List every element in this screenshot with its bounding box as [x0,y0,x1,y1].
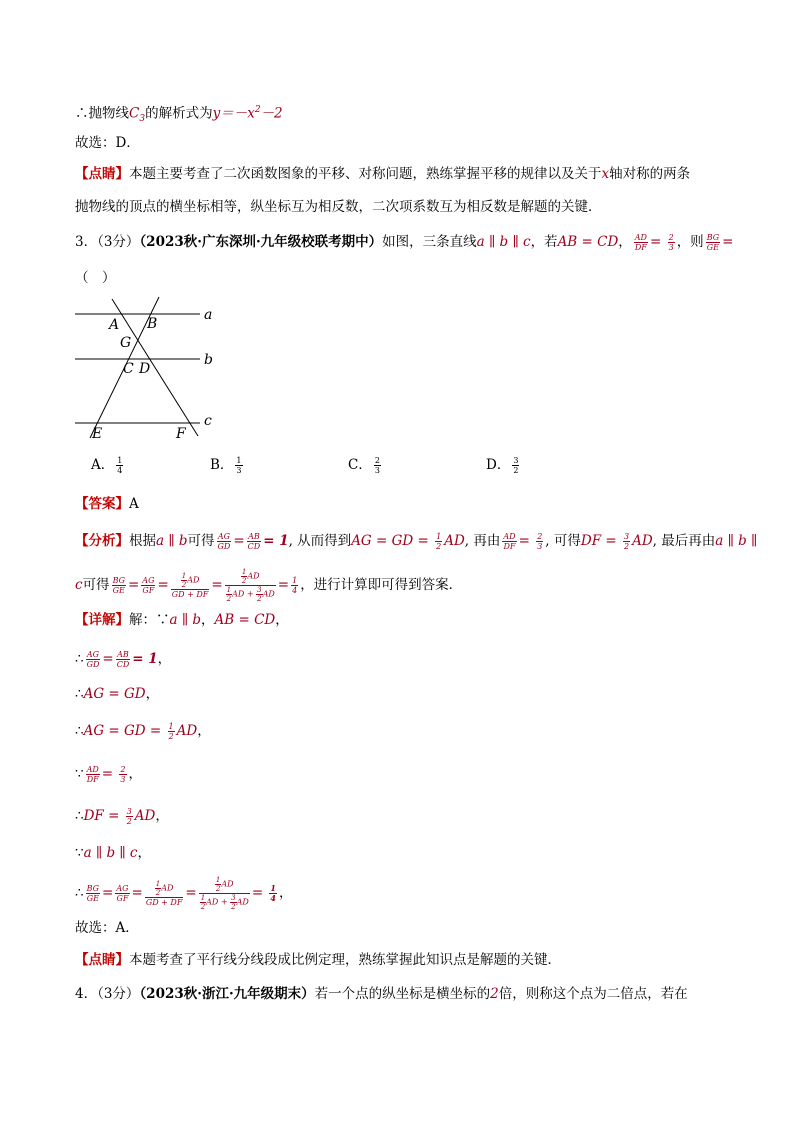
math: a ∥ b ∥ c [83,845,138,861]
text: , 从而得到 [288,533,352,549]
detail-line-7 [75,843,151,863]
text: ， [128,766,142,782]
fraction: $\frac{AG}{GF}$ [142,576,155,595]
dianjing-2 [75,950,561,970]
label-c: c [204,413,212,429]
text: ， [145,686,160,702]
fraction [512,456,519,475]
math: DF = [83,808,124,824]
option-a[interactable] [91,455,125,475]
num: 1 [236,456,242,465]
analysis-line-1: 【分析】根据a ∥ b可得 $\frac{AG}{GD}$ = $\frac{AB}{CD}$ = 1, 从而得到AG = GD = $\frac{1}{2}$ AD, 再由 $\frac{AD}{DF}$ = $\frac{2}{3}$ , 可得DF = $\frac{3}{2}$ AD, 最后再由a ∥ b ∥ [75,532,758,551]
text: ， [275,612,289,628]
math: 2 [254,105,261,115]
point-f: F [176,426,186,442]
den: GE [706,243,720,252]
math: AG = GD = [83,723,166,739]
option-label: B． [210,457,234,473]
fraction: $\frac{1}{2}$ AD GD + DF [171,572,209,599]
point-g: G [120,335,132,351]
source: （2023秋·广东深圳·九年级校联考期中） [139,234,383,250]
math: a ∥ b ∥ [715,533,758,549]
math: AG = GD = [351,533,434,549]
detail-line-1 [75,610,289,630]
text: ， [279,885,293,901]
option-label: D． [486,457,511,473]
symbol: ∴ [75,651,84,667]
fraction [634,233,648,252]
point-e: E [92,426,103,442]
fraction [668,233,675,252]
text: ，若 [530,234,558,250]
option-c[interactable] [348,455,383,475]
fraction [116,456,123,475]
detail-line-2: ∴ $\frac{AG}{GD}$ = $\frac{AB}{CD}$ = 1， [75,650,172,669]
label-a: a [204,307,213,323]
fraction: $\frac{AD}{DF}$ [503,532,516,551]
fraction: $\frac{1}{2}$ AD $\frac{1}{2}$ AD + $\frac{3}{2}$ AD [200,876,249,911]
text: 可得 [187,533,215,549]
fraction: $\frac{2}{3}$ [120,765,126,784]
point-b: B [147,316,158,332]
math: = [251,885,268,901]
fraction: $\frac{3}{2}$ [126,807,132,826]
text: 倍，则称这个点为二倍点，若在 [498,986,688,1002]
fraction: $\frac{2}{3}$ [537,532,543,551]
detail-line-6 [75,806,169,826]
text: ，进行计算即可得到答案． [300,577,463,593]
num: 2 [374,456,380,465]
detail-line-4 [75,721,211,741]
symbol: ∵ [156,612,170,628]
text: ∴抛物线 [75,105,129,122]
parallel-lines-figure [70,295,230,445]
symbol: ∵ [75,766,84,782]
question-3-paren [75,268,116,288]
text: 如图，三条直线 [382,234,477,250]
point-a: A [109,317,120,333]
fraction: $\frac{1}{4}$ [270,883,276,903]
point-d: D [139,361,151,377]
symbol: ∵ [75,845,84,861]
math: －2 [260,105,283,122]
math: AD [444,533,465,549]
math: 2 [490,986,499,1002]
text: 4．（3分） [75,986,140,1002]
num: AD [634,233,647,242]
fraction: $\frac{3}{2}$ [623,532,630,551]
fraction: $\frac{1}{2}$ [436,532,442,551]
fraction: $\frac{1}{4}$ [292,576,298,595]
den: 2 [513,466,519,475]
math: = [518,533,535,549]
symbol: ∴ [75,686,84,702]
text: , 再由 [464,533,501,549]
tag: 【详解】 [75,612,129,628]
fraction: $\frac{1}{2}$ AD $\frac{1}{2}$ AD + $\frac{3}{2}$ AD [226,568,275,603]
fraction [706,233,720,252]
tag: 【点睛】 [75,952,129,968]
tag: 【答案】 [75,496,129,512]
math: x [601,166,610,182]
tag: 【点睛】 [75,166,129,182]
math: y＝－x [212,105,255,122]
num: BG [706,233,720,242]
text: 可得 [82,577,110,593]
math: a ∥ b [156,533,188,549]
text: ， [197,723,211,739]
math: = 1 [263,533,289,549]
analysis-line-2: c可得 $\frac{BG}{GE}$ = $\frac{AG}{GF}$ = $\frac{1}{2}$ AD GD + DF = $\frac{1}{2}$ AD $\frac{1}{2}$ AD + $\frac{3}{2}$ AD = $\frac{1}{4}$ ，进行计算即可得到答案． [75,568,463,603]
fraction: $\frac{1}{2}$ AD GD + DF [145,880,183,907]
text: A [129,496,139,512]
option-d[interactable] [486,455,521,475]
symbol: ∴ [75,808,84,824]
math: DF = [580,533,621,549]
text: 3．（3分） [75,234,140,250]
text: 若一个点的纵坐标是横坐标的 [314,986,491,1002]
text: ， [157,651,172,667]
text: ， [618,234,632,250]
line-choose-a [75,918,139,938]
den: GD + DF [171,590,209,599]
point-c: C [123,361,134,377]
math: C [129,105,140,122]
fraction [374,456,381,475]
fraction: $\frac{1}{2}$ [168,722,174,741]
option-label: C． [348,457,372,473]
detail-line-8: ∴ $\frac{BG}{GE}$ = $\frac{AG}{GF}$ = $\frac{1}{2}$ AD GD + DF = $\frac{1}{2}$ AD $\frac{1}{2}$ AD + $\frac{3}{2}$ AD = $\frac{1}{4}$ ， [75,876,293,911]
math: = [722,234,734,250]
text: 轴对称的两条 [609,166,691,182]
text: 故选：D． [75,135,140,151]
text: , 可得 [545,533,581,549]
question-4 [75,984,688,1004]
dianjing-1 [75,164,690,184]
text: ，则 [676,234,704,250]
math: AB = CD [557,234,619,250]
den: DF [634,243,647,252]
math: = [649,234,666,250]
num: 3 [513,456,519,465]
text: 解： [129,612,156,628]
math: c [75,577,83,593]
fraction: $\frac{AB}{CD}$ [116,650,130,669]
dianjing-1-cont [75,197,602,217]
text: 本题主要考查了二次函数图象的平移、对称问题，熟练掌握平移的规律以及关于 [129,166,602,182]
option-b[interactable] [210,455,245,475]
text: ， [201,612,215,628]
fraction: $\frac{AG}{GF}$ [116,884,129,903]
fraction: $\frac{BG}{GE}$ [112,576,125,595]
fraction: $\frac{AG}{GD}$ [86,650,100,669]
answer [75,494,139,514]
math: a ∥ b [169,612,202,628]
math: AG = GD [83,686,146,702]
num: 2 [668,233,674,242]
fraction: $\frac{AG}{GD}$ [217,532,231,551]
text: 故选：A． [75,920,139,936]
fraction: $\frac{AB}{CD}$ [247,532,261,551]
text: 根据 [129,533,156,549]
line-parabola-c3 [75,100,283,129]
detail-line-5 [75,764,142,784]
den: 4 [117,466,123,475]
den: 3 [668,243,674,252]
num: 1 [117,456,123,465]
math: = [101,766,118,782]
label-b: b [204,352,213,368]
fraction [235,456,242,475]
source: （2023秋·浙江·九年级期末） [139,986,315,1002]
fraction: $\frac{AD}{DF}$ [86,765,99,784]
den: 3 [236,466,242,475]
detail-line-3 [75,684,159,704]
math: AB = CD [214,612,276,628]
symbol: ∴ [75,723,84,739]
text: 本题考查了平行线分线段成比例定理，熟练掌握此知识点是解题的关键． [129,952,561,968]
math: AD [632,533,653,549]
math: AD [134,808,156,824]
math: 3 [139,114,146,125]
math: = 1 [132,651,158,667]
tag: 【分析】 [75,533,129,549]
text: ， [155,808,169,824]
den: GD + DF [145,898,183,907]
den: 3 [374,466,380,475]
math: AD [176,723,198,739]
text: 抛物线的顶点的横坐标相等，纵坐标互为相反数，二次项系数互为相反数是解题的关键． [75,199,602,215]
text: 的解析式为 [145,105,213,122]
symbol: ∴ [75,885,84,901]
fraction: $\frac{BG}{GE}$ [86,884,100,903]
line-choose-d [75,133,140,153]
math: a ∥ b ∥ c [476,234,531,250]
text: ， [137,845,151,861]
text: （ ） [75,270,116,286]
question-3 [75,232,733,252]
text: , 最后再由 [652,533,716,549]
option-label: A． [91,457,115,473]
